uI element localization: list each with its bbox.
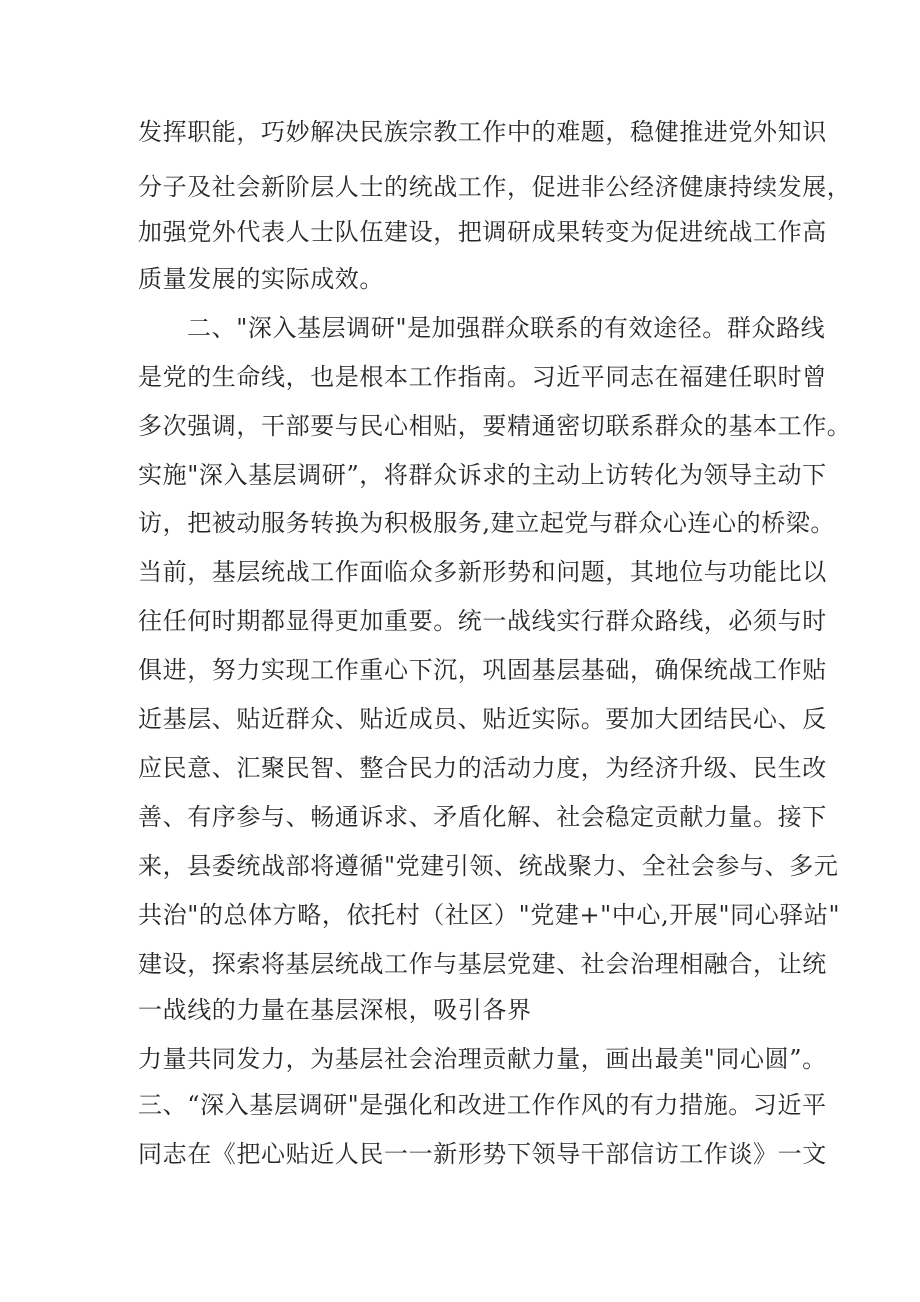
text-line-8: 实施"深入基层调研”，将群众诉求的主动上访转化为领导主动下 — [138, 461, 827, 489]
text-line-12: 俱进，努力实现工作重心下沉，巩固基层基础，确保统战工作贴 — [138, 656, 827, 684]
text-line-9: 访，把被动服务转换为积极服务,建立起党与群众心连心的桥梁。 — [138, 509, 836, 537]
text-line-15: 善、有序参与、畅通诉求、矛盾化解、社会稳定贡献力量。接下 — [138, 803, 827, 831]
text-line-4: 质量发展的实际成效。 — [138, 265, 384, 293]
text-line-19: 一战线的力量在基层深根，吸引各界 — [138, 996, 532, 1024]
text-line-6: 是党的生命线，也是根本工作指南。习近平同志在福建任职时曾 — [138, 363, 827, 391]
text-line-14: 应民意、汇聚民智、整合民力的活动力度，为经济升级、民生改 — [138, 754, 827, 782]
text-line-1: 发挥职能，巧妙解决民族宗教工作中的难题，稳健推进党外知识 — [138, 118, 827, 146]
text-line-3: 加强党外代表人士队伍建设，把调研成果转变为促进统战工作高 — [138, 218, 827, 246]
text-line-21: 三、“深入基层调研"是强化和改进工作作风的有力措施。习近平 — [138, 1091, 827, 1119]
text-line-10: 当前，基层统战工作面临众多新形势和问题，其地位与功能比以 — [138, 558, 827, 586]
text-line-2: 分子及社会新阶层人士的统战工作，促进非公经济健康持续发展， — [138, 173, 852, 201]
text-line-13: 近基层、贴近群众、贴近成员、贴近实际。要加大团结民心、反 — [138, 705, 827, 733]
text-line-5: 二、"深入基层调研"是加强群众联系的有效途径。群众路线 — [187, 314, 826, 342]
text-line-7: 多次强调，干部要与民心相贴，要精通密切联系群众的基本工作。 — [138, 412, 852, 440]
text-line-22: 同志在《把心贴近人民一一新形势下领导干部信访工作谈》一文 — [138, 1140, 827, 1168]
text-line-17: 共治"的总体方略，依托村（社区）"党建+"中心,开展"同心驿站" — [138, 901, 841, 929]
text-line-20: 力量共同发力，为基层社会治理贡献力量，画出最美"同心圆”。 — [138, 1045, 827, 1073]
text-line-11: 往任何时期都显得更加重要。统一战线实行群众路线，必须与时 — [138, 607, 827, 635]
text-line-16: 来，县委统战部将遵循"党建引领、统战聚力、全社会参与、多元 — [138, 852, 839, 880]
text-line-18: 建设，探索将基层统战工作与基层党建、社会治理相融合，让统 — [138, 950, 827, 978]
